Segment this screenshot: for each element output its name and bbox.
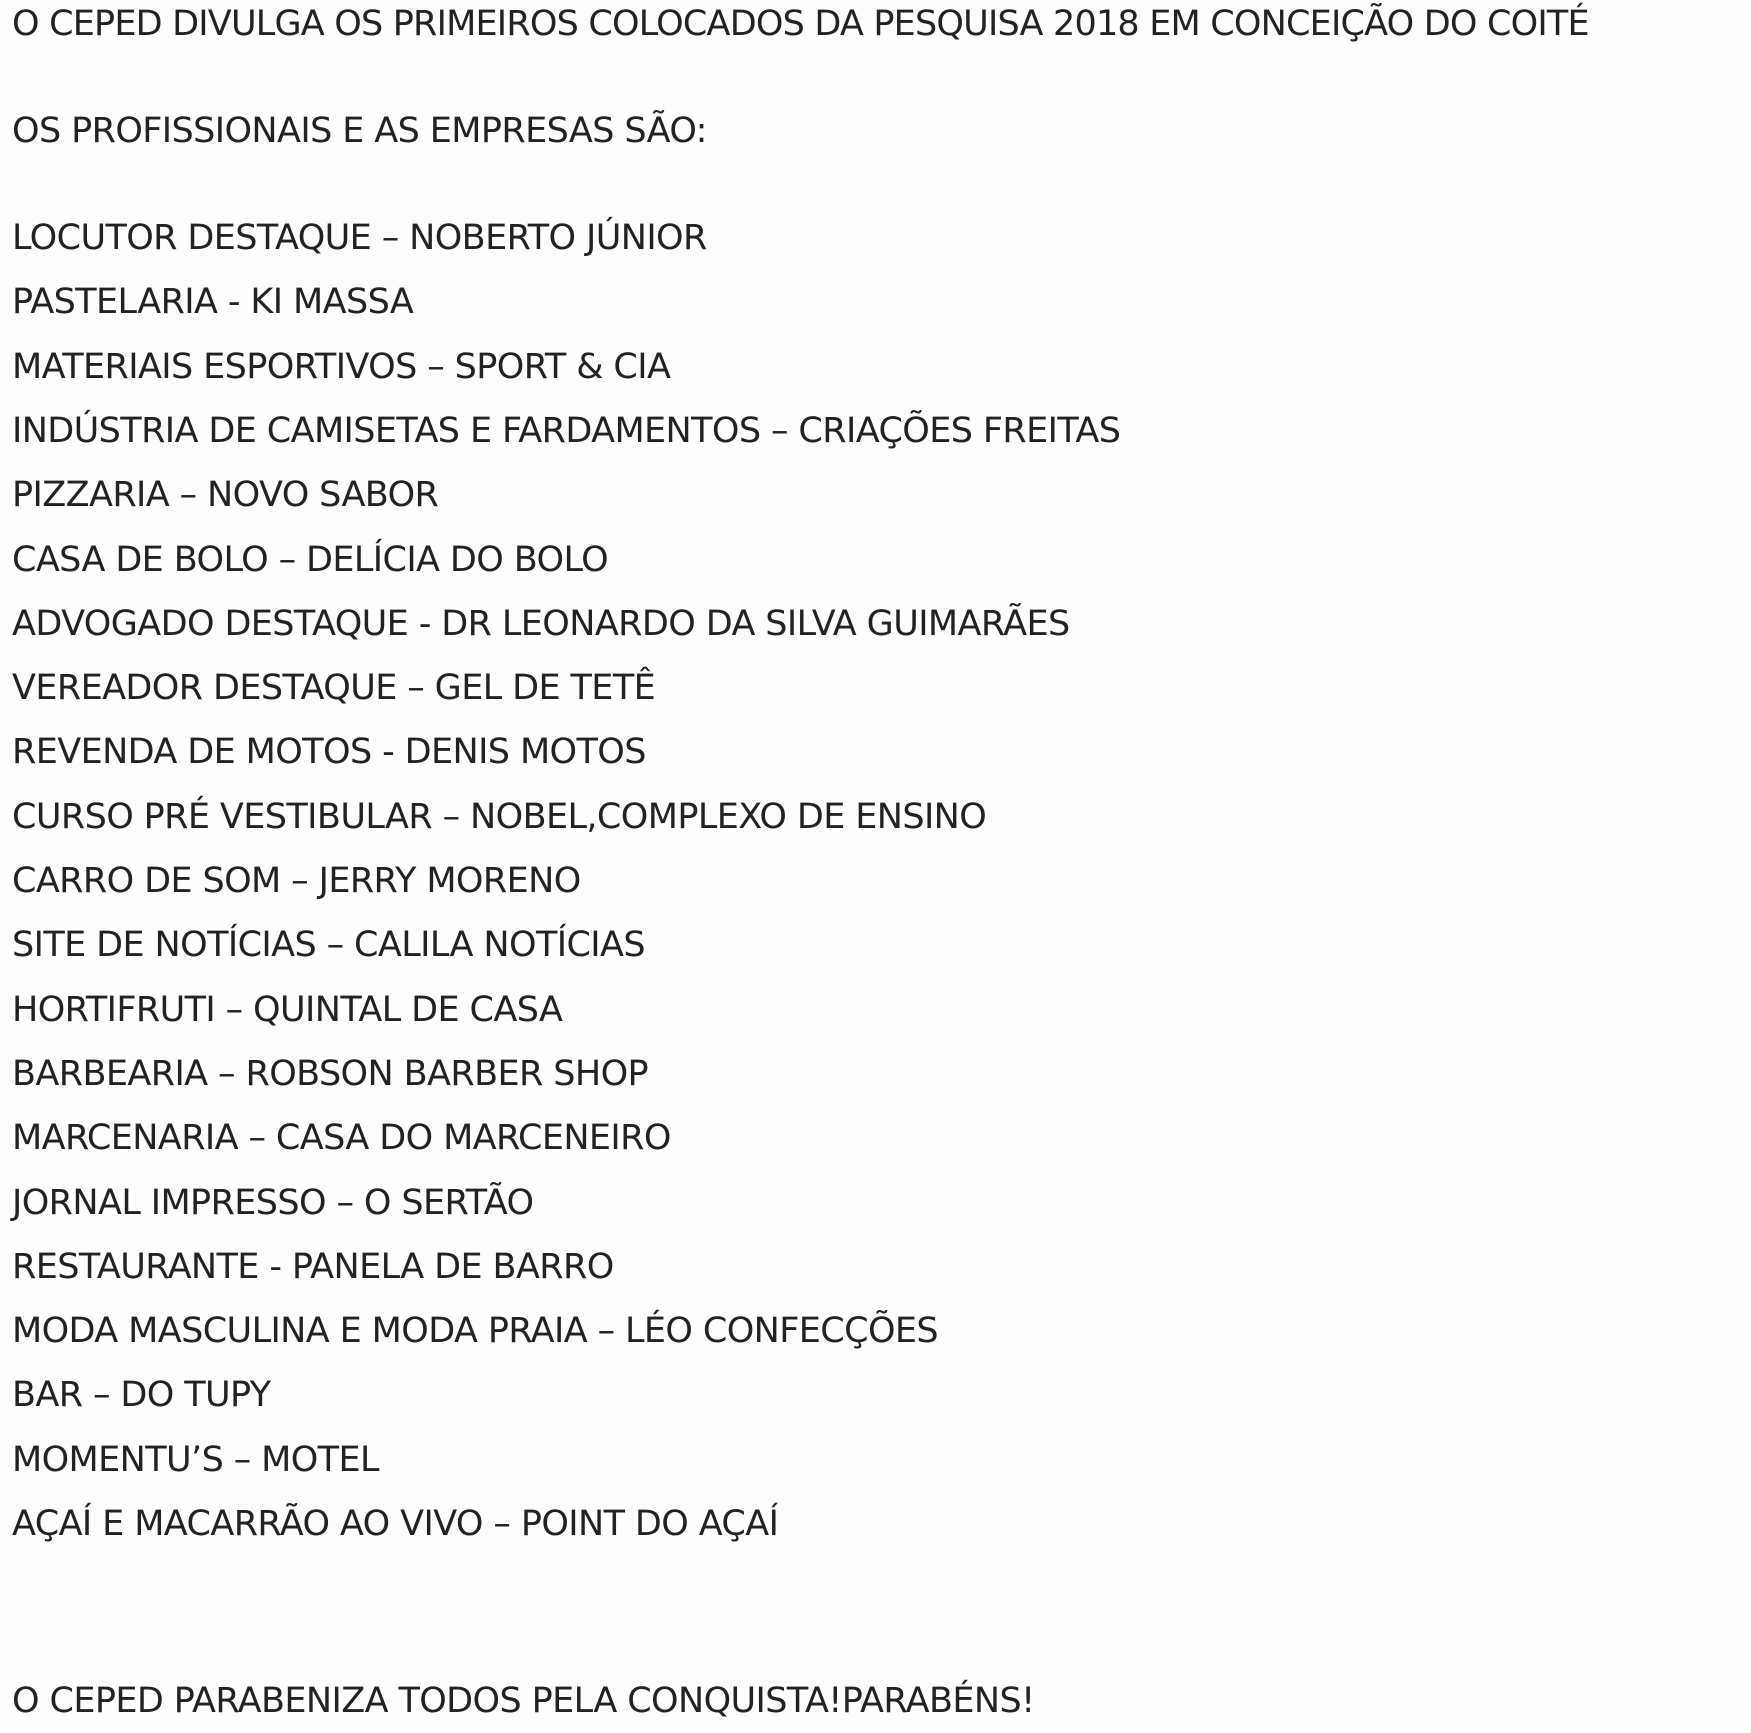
list-item: CARRO DE SOM – JERRY MORENO — [12, 861, 581, 901]
list-item: ADVOGADO DESTAQUE - DR LEONARDO DA SILVA GUIMARÃES — [12, 603, 1070, 644]
list-item: MARCENARIA – CASA DO MARCENEIRO — [12, 1118, 671, 1159]
closing-text: O CEPED PARABENIZA TODOS PELA CONQUISTA!PARABÉNS! — [12, 1681, 1035, 1721]
intro-text: OS PROFISSIONAIS E AS EMPRESAS SÃO: — [12, 111, 707, 151]
list-item: JORNAL IMPRESSO – O SERTÃO — [12, 1182, 534, 1223]
list-item: BAR – DO TUPY — [12, 1375, 271, 1416]
list-item: CURSO PRÉ VESTIBULAR – NOBEL,COMPLEXO DE ENSINO — [12, 796, 987, 837]
list-item: BARBEARIA – ROBSON BARBER SHOP — [12, 1053, 649, 1094]
list-item: HORTIFRUTI – QUINTAL DE CASA — [12, 989, 563, 1030]
list-item: INDÚSTRIA DE CAMISETAS E FARDAMENTOS – CRIAÇÕES FREITAS — [12, 410, 1121, 451]
list-item: MODA MASCULINA E MODA PRAIA – LÉO CONFECÇÕES — [12, 1311, 939, 1352]
list-item: REVENDA DE MOTOS - DENIS MOTOS — [12, 732, 646, 773]
list-item: LOCUTOR DESTAQUE – NOBERTO JÚNIOR — [12, 218, 707, 258]
list-item: PIZZARIA – NOVO SABOR — [12, 475, 439, 516]
list-item: SITE DE NOTÍCIAS – CALILA NOTÍCIAS — [12, 925, 645, 966]
list-item: VEREADOR DESTAQUE – GEL DE TETÊ — [12, 668, 656, 709]
list-item: MOMENTU’S – MOTEL — [12, 1439, 379, 1480]
list-item: MATERIAIS ESPORTIVOS – SPORT & CIA — [12, 346, 671, 387]
headline: O CEPED DIVULGA OS PRIMEIROS COLOCADOS DA PESQUISA 2018 EM CONCEIÇÃO DO COITÉ — [12, 4, 1589, 44]
list-item: PASTELARIA - KI MASSA — [12, 282, 414, 323]
list-item: AÇAÍ E MACARRÃO AO VIVO – POINT DO AÇAÍ — [12, 1504, 779, 1544]
list-item: RESTAURANTE - PANELA DE BARRO — [12, 1246, 614, 1287]
list-item: CASA DE BOLO – DELÍCIA DO BOLO — [12, 539, 609, 580]
